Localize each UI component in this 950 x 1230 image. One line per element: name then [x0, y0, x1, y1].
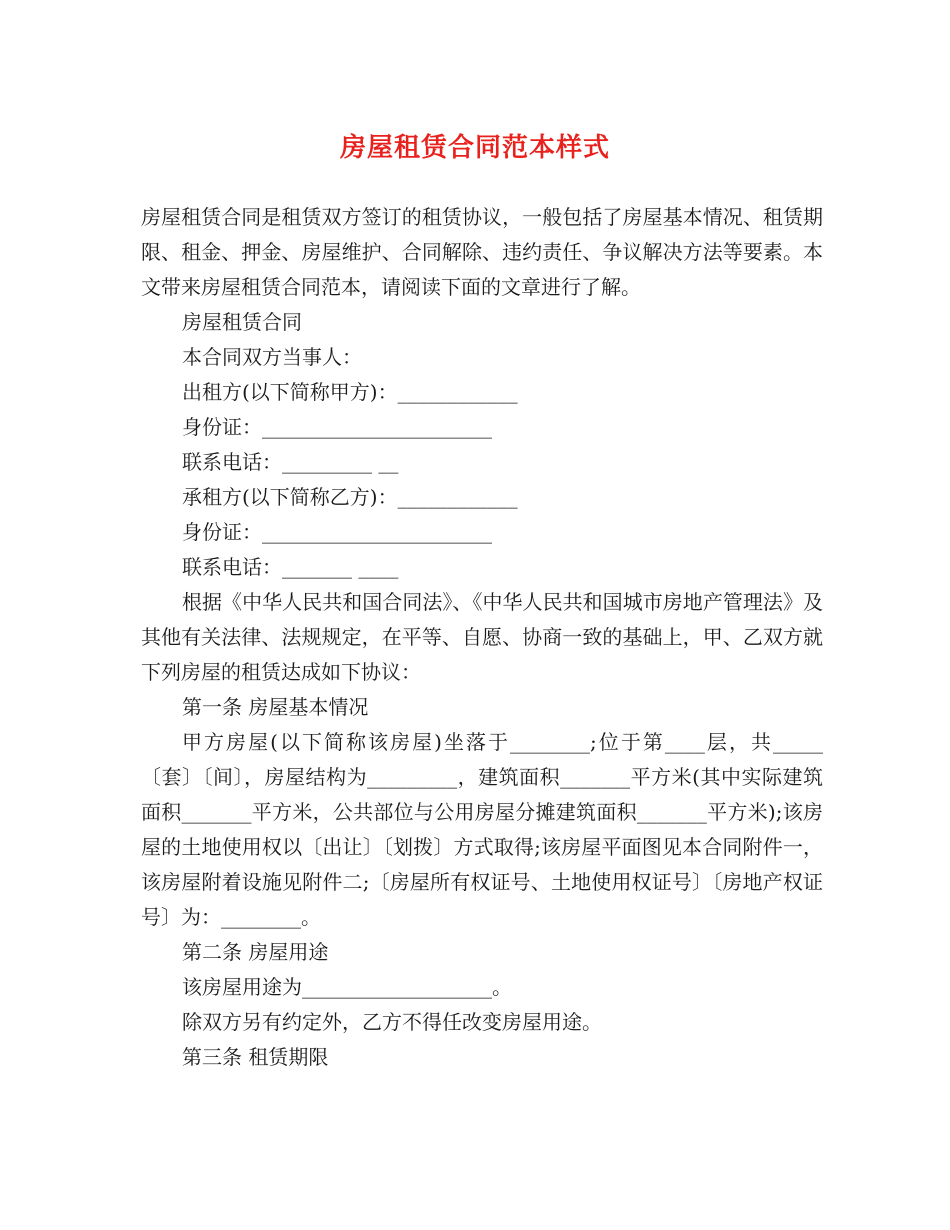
document-title: 房屋租赁合同范本样式: [339, 133, 610, 163]
article-2-heading: 第二条 房屋用途: [182, 940, 329, 964]
document-body: [141, 200, 823, 1075]
article-1-body: 甲方房屋(以下简称该房屋)坐落于________;位于第____层，共_____〔套〕〔间〕，房屋结构为_________，建筑面积_______平方米(其中实际建筑面积_______平方米，公共部位与公用房屋分摊建筑面积_______平方米);该房屋的土地使用权以〔出让〕〔划拨〕方式取得;该房屋平面图见本合同附件一，该房屋附着设施见附件二;〔房屋所有权证号、土地使用权证号〕〔房地产权证号〕为：________。: [141, 730, 823, 929]
intro-paragraph: 房屋租赁合同是租赁双方签订的租赁协议，一般包括了房屋基本情况、租赁期限、租金、押金、房屋维护、合同解除、违约责任、争议解决方法等要素。本文带来房屋租赁合同范本，请阅读下面的文章进行了解。: [141, 205, 823, 299]
lessor-phone-line: 联系电话：_________ __: [182, 450, 399, 474]
article-3-heading: 第三条 租赁期限: [182, 1045, 329, 1069]
article-2-usage-line: 该房屋用途为___________________。: [182, 975, 512, 999]
lessee-line: 承租方(以下简称乙方)：____________: [182, 485, 518, 509]
lessor-id-line: 身份证：_______________________: [182, 415, 492, 439]
lessee-id-line: 身份证：_______________________: [182, 520, 492, 544]
lessee-phone-line: 联系电话：_______ ____: [182, 555, 399, 579]
parties-label: 本合同双方当事人：: [182, 345, 362, 369]
lessor-line: 出租方(以下简称甲方)：____________: [182, 380, 518, 404]
article-1-heading: 第一条 房屋基本情况: [182, 695, 369, 719]
article-2-restriction-line: 除双方另有约定外，乙方不得任改变房屋用途。: [182, 1010, 602, 1034]
legal-basis-paragraph: 根据《中华人民共和国合同法》、《中华人民共和国城市房地产管理法》及其他有关法律、法规规定，在平等、自愿、协商一致的基础上，甲、乙双方就下列房屋的租赁达成如下协议：: [141, 590, 823, 684]
contract-heading: 房屋租赁合同: [182, 310, 302, 334]
